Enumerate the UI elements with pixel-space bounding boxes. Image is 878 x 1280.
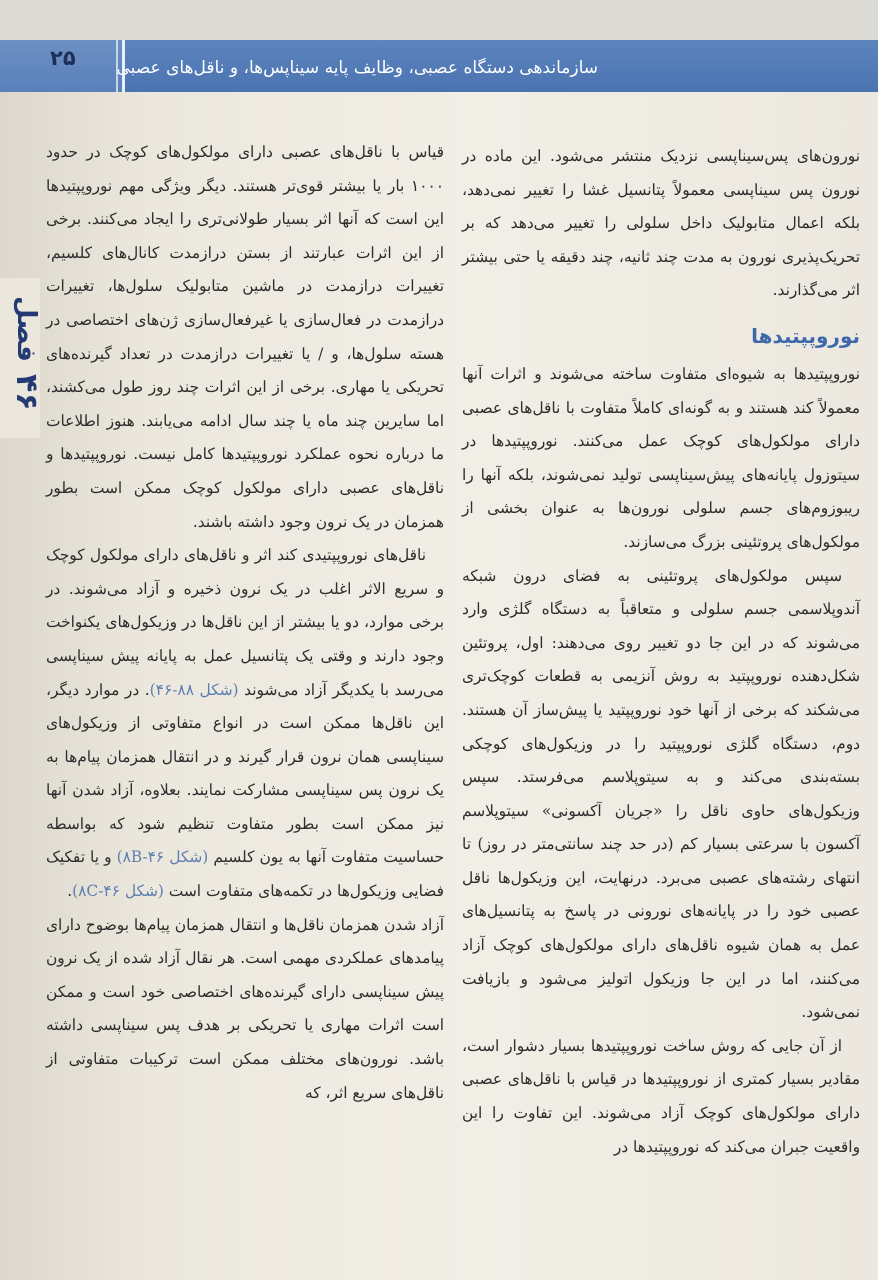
paragraph: قیاس با ناقل‌های عصبی دارای مولکول‌های کوچک در حدود ۱۰۰۰ بار یا بیشتر قوی‌تر هستند. دیگر ویژگی مهم نوروپپتیدها این است که آنها اثر بسیار طولانی‌تری را ایجاد می‌کنند. برخی از این اثرات عبارتند از بستن درازمدت کانال‌های کلسیم، تغییرات درازمدت در ماشین متابولیک سلول‌ها، تغییرات درازمدت در فعال‌سازی یا غیرفعال‌سازی ژن‌های اختصاصی در هسته سلول‌ها، و / یا تغییرات درازمدت در تعداد گیرنده‌های تحریکی یا مهاری. برخی از این اثرات چند روز طول می‌کشند، اما سایرین چند ماه یا چند سال ادامه می‌یابند. هنوز اطلاعات ما درباره نحوه عملکرد نوروپپتیدها کامل نیست. نوروپپتیدها و ناقل‌های عصبی دارای مولکول کوچک ممکن است بطور همزمان در یک نرون وجود داشته باشند.	[46, 143, 444, 531]
figure-reference[interactable]: (شکل ۸۸-۴۶)	[149, 680, 239, 699]
right-column	[462, 140, 860, 1260]
paragraph: نورون‌های پس‌سیناپسی نزدیک منتشر می‌شود. این ماده در نورون پس سیناپسی معمولاً پتانسیل غشا را تغییر نمی‌دهد، بلکه اعمال متابولیک داخل سلولی را تغییر می‌دهد که بر تحریک‌پذیری نورون به مدت چند ثانیه، چند دقیقه یا حتی بیشتر اثر می‌گذارند.	[462, 147, 860, 300]
paragraph: آزاد شدن همزمان ناقل‌ها و انتقال همزمان پیام‌ها بوضوح دارای پیامدهای عملکردی مهمی است. هر نقال آزاد شده از یک نرون پیش سیناپسی دارای گیرنده‌های اختصاصی خود است و ممکن است اثرات مهاری یا تحریکی بر هدف پس سیناپسی داشته باشد. نورون‌های مختلف ممکن است ترکیبات متفاوتی از ناقل‌های سریع اثر، که	[46, 915, 444, 1102]
page-header	[0, 0, 878, 95]
figure-reference[interactable]: (شکل ۸B-۴۶)	[116, 848, 209, 867]
paragraph-text: . در موارد دیگر، این ناقل‌ها ممکن است در انواع متفاوتی از وزیکول‌های سیناپسی همان نرون قرار گیرند و در انتقال همزمان پیام‌ها به یک نرون پس سیناپسی مشارکت نمایند. بعلاوه، آزاد شدن آنها نیز ممکن است بطور متفاوت تنظیم شود که بواسطه حساسیت متفاوت آنها به یون کلسیم	[46, 680, 444, 867]
paragraph-text: ناقل‌های نوروپپتیدی کند اثر و ناقل‌های دارای مولکول کوچک و سریع الاثر اغلب در یک نرون ذخیره و آزاد می‌شوند. در برخی موارد، دو یا بیشتر از این ناقل‌ها در وزیکول‌های یکنواخت وجود دارند و وقتی یک پتانسیل عمل به پایانه پیش سیناپسی می‌رسد با یکدیگر آزاد می‌شوند	[46, 546, 444, 699]
figure-reference[interactable]: (شکل ۸C-۴۶)	[72, 882, 164, 901]
chapter-number: ۴۶	[9, 374, 44, 411]
paragraph-text: .	[67, 882, 73, 901]
paragraph	[46, 539, 444, 909]
paragraph: از آن جایی که روش ساخت نوروپپتیدها بسیار دشوار است، مقادیر بسیار کمتری از نوروپپتیدها در قیاس با ناقل‌های عصبی دارای مولکول‌های کوچک آزاد می‌شوند. این تفاوت را این واقعیت جبران می‌کند که نوروپپتیدها در	[462, 1036, 860, 1156]
paragraph-text: و یا تفکیک فضایی وزیکول‌ها در تکمه‌های متفاوت است	[46, 848, 444, 901]
section-heading: نوروپپتیدها	[751, 323, 860, 348]
header-top-strip	[0, 0, 878, 40]
chapter-label: فصل	[11, 296, 41, 362]
running-title: سازماندهی دستگاه عصبی، وظایف پایه سیناپس‌ها، و ناقل‌های عصبی	[116, 58, 598, 78]
left-column	[46, 136, 444, 1260]
paragraph: نوروپپتیدها به شیوه‌ای متفاوت ساخته می‌شوند و اثرات آنها معمولاً کند هستند و به گونه‌ای کاملاً متفاوت با ناقل‌های عصبی دارای مولکول‌های کوچک عمل می‌کنند. نوروپپتیدها در سیتوزول پایانه‌های پیش‌سیناپسی تولید نمی‌شوند، بلکه آنها را ریبوزوم‌های جسم سلولی نورون‌ها به عنوان بخشی از مولکول‌های پروتئینی بزرگ می‌سازند.	[462, 364, 860, 551]
page-number: ۲۵	[50, 46, 76, 70]
paragraph: سپس مولکول‌های پروتئینی به فضای درون شبکه آندوپلاسمی جسم سلولی و متعاقباً به دستگاه گلژی وارد می‌شوند که در این جا دو تغییر روی می‌دهند: اول، پروتئین شکل‌دهنده نوروپپتید به روش آنزیمی به قطعات کوچک‌تری می‌شکند که برخی از آنها خود نوروپپتید یا پیش‌ساز آن هستند. دوم، دستگاه گلژی نوروپپتید را در وزیکول‌های کوچکی بسته‌بندی می‌کند و به سیتوپلاسم می‌فرستد. سپس وزیکول‌های حاوی ناقل را «جریان آکسونی» سیتوپلاسم آکسون با سرعتی بسیار کم (در حد چند سانتی‌متر در روز) تا انتهای رشته‌های عصبی می‌برد. درنهایت، این وزیکول‌ها ناقل عصبی خود را در پایانه‌های نورونی در پاسخ به پتانسیل‌های عمل به همان شیوه ناقل‌های دارای مولکول‌های کوچک آزاد می‌کنند، اما در این جا وزیکول اتولیز می‌شود و بازیافت نمی‌شود.	[462, 566, 860, 1022]
